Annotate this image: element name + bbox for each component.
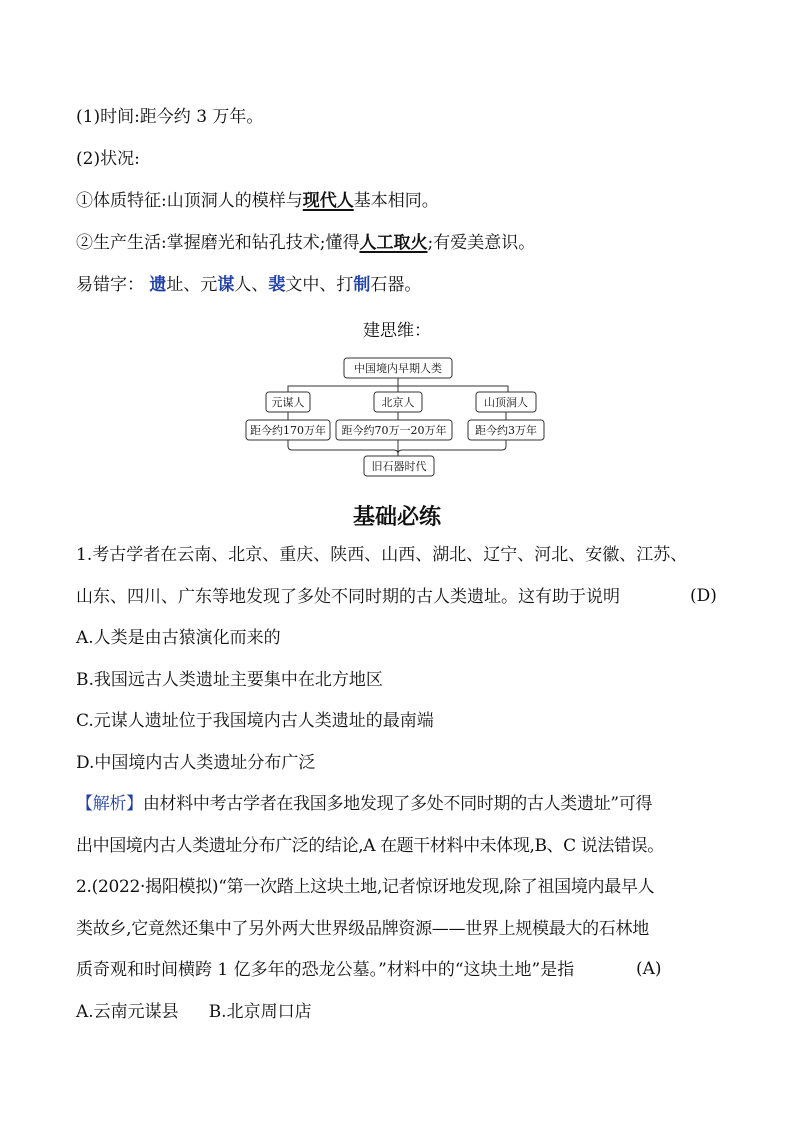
bottom-label: 旧石器时代: [371, 460, 427, 473]
typo-item: 裴文中、: [268, 275, 337, 295]
life-post: ;有爱美意识。: [427, 233, 536, 253]
q2-option-b: B.北京周口店: [208, 1002, 312, 1022]
life-key: 人工取火: [359, 233, 428, 253]
q1-option-b: B.我国远古人类遗址主要集中在北方地区: [76, 670, 383, 690]
analysis-text: 由材料中考古学者在我国多地发现了多处不同时期的古人类遗址”可得: [142, 794, 653, 814]
q2-line2: 类故乡,它竟然还集中了另外两大世界级品牌资源——世界上规模最大的石林地: [76, 919, 649, 939]
q1-line2: 山东、四川、广东等地发现了多处不同时期的古人类遗址。这有助于说明: [76, 587, 620, 607]
section-title: 基础必练: [352, 505, 441, 530]
node-label-beijing: 北京人: [381, 396, 415, 409]
status-line: (2)状况:: [76, 149, 140, 169]
time-label-yuanmou: 距今约170万年: [250, 424, 326, 437]
life-pre: ②生产生活:掌握磨光和钻孔技术;懂得: [76, 233, 360, 253]
q1-answer: (D): [690, 586, 717, 606]
node-label-yuanmou: 元谋人: [271, 396, 305, 409]
life-line: [76, 232, 535, 254]
typo-item: 打制石器。: [336, 275, 422, 295]
typo-line: [76, 274, 421, 296]
q1-analysis-line2: 出中国境内古人类遗址分布广泛的结论,A 在题干材料中未体现,B、C 说法错误。: [76, 836, 664, 856]
q2-answer: (A): [636, 959, 662, 979]
mindmap-diagram: [240, 352, 560, 480]
q1-line1: 1.考古学者在云南、北京、重庆、陕西、山西、湖北、辽宁、河北、安徽、江苏、: [76, 545, 688, 565]
time-label-beijing: 距今约70万一20万年: [341, 424, 447, 437]
q2-line1: 2.(2022·揭阳模拟)“第一次踏上这块土地,记者惊讶地发现,除了祖国境内最早人: [76, 877, 655, 897]
q2-option-a: A.云南元谋县: [76, 1002, 179, 1022]
physique-key: 现代人: [302, 191, 354, 211]
physique-line: [76, 190, 439, 212]
q1-option-c: C.元谋人遗址位于我国境内古人类遗址的最南端: [76, 711, 434, 731]
q2-line3: 质奇观和时间横跨 1 亿多年的恐龙公墓。”材料中的“这块土地”是指: [76, 960, 575, 980]
root-label: 中国境内早期人类: [354, 362, 442, 375]
typo-label: 易错字：: [76, 275, 144, 295]
analysis-tag: 【解析】: [76, 794, 143, 814]
q1-option-d: D.中国境内古人类遗址分布广泛: [76, 753, 316, 773]
q1-option-a: A.人类是由古猿演化而来的: [76, 628, 281, 648]
mindmap-heading: 建思维：: [363, 321, 431, 341]
time-label-shanding: 距今约3万年: [475, 424, 537, 437]
physique-post: 基本相同。: [353, 191, 439, 211]
q1-analysis-line1: [76, 793, 652, 815]
physique-pre: ①体质特征:山顶洞人的模样与: [76, 191, 303, 211]
typo-item: 遗址、: [149, 275, 201, 295]
typo-item: 元谋人、: [200, 275, 269, 295]
node-label-shanding: 山顶洞人: [484, 396, 528, 409]
time-line: (1)时间:距今约 3 万年。: [76, 107, 264, 127]
q2-options: [76, 1001, 312, 1023]
